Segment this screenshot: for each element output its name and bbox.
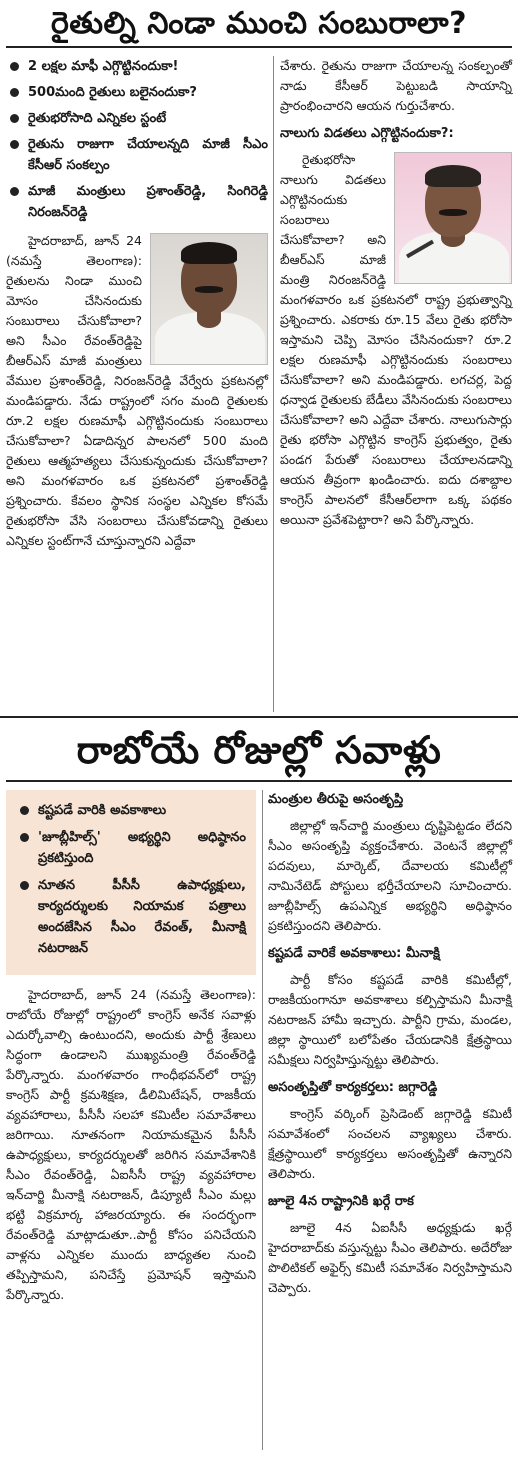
article-left-column xyxy=(6,790,256,1305)
article-body-text: పార్టీ కోసం కష్టపడే వారికి కమిటీల్లో, రాజకీయంగానూ అవకాశాలు కల్పిస్తామని మీనాక్షి నటరాజన్ హామీ ఇచ్చారు. పార్టీని గ్రామ, మండల, జిల్లా స్థాయిలో బలోపేతం చేయడానికి క్షేత్రస్థాయి సమీక్షలు నిర్వహిస్తున్నట్టు తెలిపారు. xyxy=(268,972,512,1067)
highlight-item: నూతన పీసీసీ ఉపాధ్యక్షులు, కార్యదర్శులకు నియామక పత్రాలు అందజేసిన సీఎం రేవంత్, మీనాక్షి నటరాజన్ xyxy=(16,875,246,959)
article-right-column xyxy=(280,56,512,530)
politician-photo xyxy=(394,152,512,284)
portrait-photo xyxy=(150,233,268,365)
article-body-text: కాంగ్రెస్ వర్కింగ్ ప్రెసిడెంట్ జగ్గారెడ్డి కమిటీ సమావేశంలో సంచలన వ్యాఖ్యలు చేశారు. క్షేత్రస్థాయిలో కార్యకర్తలు అసంతృప్తితో ఉన్నారని తెలిపారు. xyxy=(268,1106,512,1181)
article-headline: రైతుల్ని నిండా ముంచి సంబురాలా? xyxy=(6,4,512,48)
article-body-text: చేశారు. రైతును రాజుగా చేయాలన్న సంకల్పంతో నాడు కేసీఆర్ పెట్టుబడి సాయాన్ని ప్రారంభించారని ఆయన గుర్తుచేశారు. xyxy=(280,58,512,113)
highlight-item: రైతును రాజుగా చేయాలన్నది మాజీ సీఎం కేసీఆర్ సంకల్పం xyxy=(6,134,268,176)
article-body-text: హైదరాబాద్, జూన్ 24 (నమస్తే తెలంగాణ): రైతులను నిండా ముంచి మోసం చేసినందుకు సంబురాలు చేసుకోవాలా? అని సీఎం రేవంత్‌రెడ్డిపై బీఆర్‌ఎస్ మాజీ మంత్రులు వేముల ప్రశాంత్‌రెడ్డి, నిరంజన్‌రెడ్డి వేర్వేరు ప్రకటనల్లో మండిపడ్డారు. నేడు రాష్ట్రంలో సగం మంది రైతులకు రూ.2 లక్షల రుణమాఫీ ఎగ్గొట్టినందుకు సంబురాలు చేసుకోవాలా? ఏడాదిన్నర పాలనలో 500 మంది రైతులు ఆత్మహత్యలు చేసుకున్నందుకు చేసుకోవాలా? అని మంగళవారం ఒక ప్రకటనలో ప్రశాంత్‌రెడ్డి ప్రశ్నించారు. కేవలం స్థానిక సంస్థల ఎన్నికల కోసమే రైతుభరోసా వేసి సంబరాలు చేసుకోవడాన్ని రైతులు ఎన్నికల స్టంట్‌గానే చూస్తున్నారని ఎద్దేవా xyxy=(6,233,268,548)
highlight-item: మాజీ మంత్రులు ప్రశాంత్‌రెడ్డి, సింగిరెడ్డి నిరంజన్‌రెడ్డి xyxy=(6,181,268,223)
highlights-box xyxy=(6,790,256,975)
article-body-text: జూలై 4న ఏఐసీసీ అధ్యక్షుడు ఖర్గే హైదరాబాద్‌కు వస్తున్నట్టు సీఎం తెలిపారు. అదేరోజు పొలిటికల్ అఫైర్స్ కమిటీ సమావేశం నిర్వహిస్తామని చెప్పారు. xyxy=(268,1220,512,1295)
article-separator xyxy=(0,716,518,718)
section-subhead: నాలుగు విడతలు ఎగ్గొట్టినందుకా?: xyxy=(280,126,454,141)
section-subhead: కష్టపడే వారికే అవకాశాలు: మీనాక్షి xyxy=(268,946,440,961)
article-right-column xyxy=(268,790,512,1298)
highlight-item: 2 లక్షల మాఫీ ఎగ్గొట్టినందుకా! xyxy=(6,56,268,77)
article-headline: రాబోయే రోజుల్లో సవాళ్లు xyxy=(6,722,512,782)
article-challenges xyxy=(6,722,512,1456)
column-divider xyxy=(273,56,274,712)
highlight-item: రైతుభరోసాది ఎన్నికల స్టంటే xyxy=(6,108,268,129)
column-divider xyxy=(262,790,263,1450)
article-body-text: రైతుభరోసా నాలుగు విడతలు ఎగ్గొట్టినందుకు సంబరాలు చేసుకోవాలా? అని బీఆర్‌ఎస్ మాజీ మంత్రి నిరంజన్‌రెడ్డి మంగళవారం ఒక ప్రకటనలో రాష్ట్ర ప్రభుత్వాన్ని ప్రశ్నించారు. ఎకరాకు రూ.15 వేలు రైతు భరోసా ఇస్తామని చెప్పి మోసం చేసినందుకా? రూ.2 లక్షల రుణమాఫీ ఎగ్గొట్టినందుకు సంబరాలు చేసుకోవాలా? అని మండిపడ్డారు. లగచర్ల, పెద్ద ధన్వాడ రైతులకు బేడీలు వేసినందుకు సంబరాలు చేసుకోవాలా? అని ఎద్దేవా చేశారు. నాలుగుసార్లు రైతు భరోసా ఎగ్గొట్టిన కాంగ్రెస్ ప్రభుత్వం, రైతు పండగ పేరుతో సంబురాలు చేయాలనడాన్ని ఆయన తీవ్రంగా ఖండించారు. ఐదు దశాబ్దాల కాంగ్రెస్ పాలనలో కేసీఆర్‌లాగా ఒక్క పథకం అయినా ప్రవేశపెట్టారా? అని పేర్కొన్నారు. xyxy=(280,152,512,527)
article-body-text: హైదరాబాద్, జూన్ 24 (నమస్తే తెలంగాణ): రాబోయే రోజుల్లో రాష్ట్రంలో కాంగ్రెస్ అనేక సవాళ్లు ఎదుర్కోవాల్సి ఉంటుందని, అందుకు పార్టీ శ్రేణులు సిద్ధంగా ఉండాలని ముఖ్యమంత్రి రేవంత్‌రెడ్డి పేర్కొన్నారు. మంగళవారం గాంధీభవన్‌లో రాష్ట్ర కాంగ్రెస్ పార్టీ క్రమశిక్షణ, డీలిమిటేషన్, రాజకీయ వ్యవహారాలు, పీసీసీ సలహా కమిటీల సమావేశాలు జరిగాయి. నూతనంగా నియామకమైన పీసీసీ ఉపాధ్యక్షులు, కార్యదర్శులతో జరిగిన సమావేశానికి సీఎం రేవంత్‌రెడ్డి, ఏఐసీసీ రాష్ట్ర వ్యవహారాల ఇన్‌చార్జి మీనాక్షి నటరాజన్, డిప్యూటీ సీఎం మల్లు భట్టి విక్రమార్క హాజరయ్యారు. ఈ సందర్భంగా రేవంత్‌రెడ్డి మాట్లాడుతూ..పార్టీ కోసం పనిచేయని వాళ్లను ఎన్నికల ముందు బాధ్యతల నుంచి తప్పిస్తామని, పనిచేస్తే ప్రమోషన్ ఇస్తామని పేర్కొన్నారు. xyxy=(6,987,256,1302)
highlight-item: కష్టపడే వారికి అవకాశాలు xyxy=(16,800,246,821)
article-farmers xyxy=(6,4,512,716)
article-body-text: జిల్లాల్లో ఇన్‌చార్జి మంత్రులు దృష్టిపెట్టడం లేదని సీఎం అసంతృప్తి వ్యక్తంచేశారు. వెంటనే జిల్లాల్లో పదవులు, మార్కెట్, దేవాలయ కమిటీల్లో నామినేటెడ్ పోస్టులు భర్తీచేయాలని సూచించారు. జూబ్లీహిల్స్ ఉపఎన్నిక అభ్యర్థిని అధిష్ఠానం ప్రకటిస్తుందని తెలిపారు. xyxy=(268,818,512,933)
section-subhead: అసంతృప్తితో కార్యకర్తలు: జగ్గారెడ్డి xyxy=(268,1080,438,1095)
highlights-list xyxy=(16,800,246,959)
section-subhead: మంత్రుల తీరుపై అసంతృప్తి xyxy=(268,792,404,807)
article-left-column xyxy=(6,56,268,551)
highlights-list xyxy=(6,56,268,223)
section-subhead: జూలై 4న రాష్ట్రానికి ఖర్గే రాక xyxy=(268,1194,414,1209)
portrait-photo xyxy=(394,152,512,284)
highlight-item: 'జూబ్లీహిల్స్' అభ్యర్థిని అధిష్ఠానం ప్రకటిస్తుంది xyxy=(16,827,246,869)
politician-photo xyxy=(150,233,268,365)
highlight-item: 500మంది రైతులు బలైనందుకా? xyxy=(6,82,268,103)
